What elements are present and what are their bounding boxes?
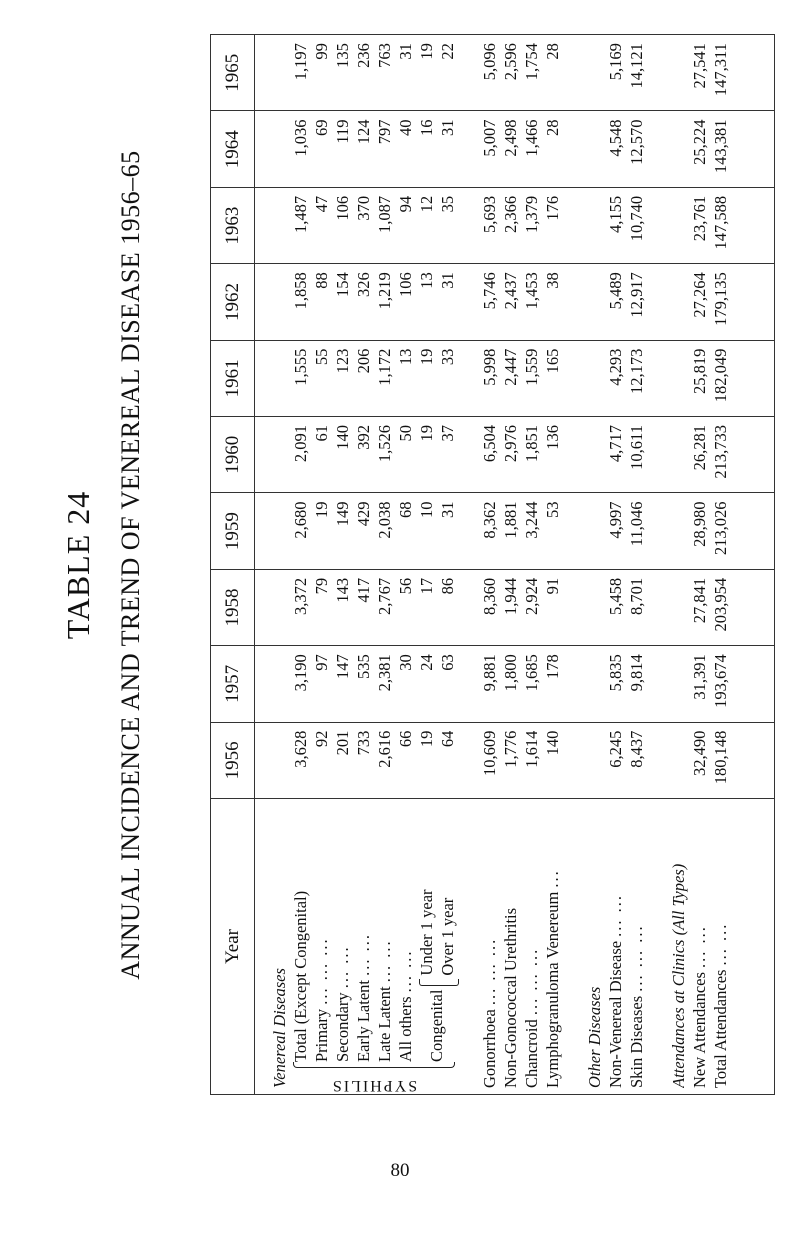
spacer: [269, 272, 290, 333]
spacer: [668, 43, 689, 104]
label-all-others: All others ... ...: [396, 949, 415, 1062]
rotated-table-page: [60, 35, 760, 1095]
spacer: [668, 501, 689, 562]
spacer: [668, 425, 689, 486]
spacer: [668, 119, 689, 180]
cell-chancroid: 1,379: [522, 195, 541, 233]
cell-cong-u1: 19: [417, 348, 436, 366]
spacer: [269, 196, 290, 257]
cell-gonorrhoea: 8,360: [480, 577, 499, 615]
cell-secondary: 106: [333, 195, 352, 221]
spacer: [668, 349, 689, 410]
cell-gonorrhoea: 10,609: [480, 730, 499, 776]
cell-gonorrhoea: 5,693: [480, 195, 499, 233]
spacer: [563, 196, 584, 257]
spacer: [458, 501, 479, 562]
cell-early-latent: 429: [354, 501, 373, 527]
cell-cong-u1: 24: [417, 654, 436, 671]
cell-chancroid: 1,614: [522, 730, 541, 768]
cell-total: 1,487: [291, 195, 310, 233]
cell-total: 1,858: [291, 272, 310, 310]
cell-total-att: 143,381: [711, 119, 730, 174]
cell-cong-o1: 22: [438, 43, 457, 60]
cell-nvd: 4,997: [606, 501, 625, 539]
spacer: [269, 501, 290, 562]
heading: [60, 35, 160, 1095]
spacer: [647, 654, 668, 715]
cell-gonorrhoea: 8,362: [480, 501, 499, 539]
spacer: [584, 731, 605, 792]
cell-primary: 55: [312, 348, 331, 366]
spacer: [584, 43, 605, 104]
label-total-attendances: Total Attendances ... ...: [711, 922, 730, 1088]
year-header: 1960: [211, 417, 255, 493]
spacer: [458, 196, 479, 257]
cell-primary: 97: [312, 654, 331, 671]
spacer: [563, 272, 584, 333]
cell-chancroid: 1,754: [522, 43, 541, 81]
cell-cong-u1: 19: [417, 730, 436, 748]
cell-lgv: 140: [543, 730, 562, 756]
year-header: 1964: [211, 111, 255, 187]
cell-skin: 12,917: [627, 272, 646, 318]
cell-chancroid: 1,851: [522, 425, 541, 463]
cell-cong-o1: 63: [438, 654, 457, 671]
cell-new-att: 27,541: [690, 43, 709, 89]
section-venereal: Venereal Diseases: [270, 968, 289, 1088]
cell-primary: 79: [312, 577, 331, 595]
spacer: [584, 425, 605, 486]
spacer: [458, 578, 479, 639]
cell-late-latent: 2,381: [375, 654, 394, 692]
year-column: [255, 646, 775, 722]
cell-lgv: 28: [543, 119, 562, 136]
cell-skin: 9,814: [627, 654, 646, 692]
venereal-disease-table: [210, 34, 775, 1095]
cell-total: 2,680: [291, 501, 310, 539]
cell-primary: 88: [312, 272, 331, 289]
cell-early-latent: 733: [354, 730, 373, 756]
cell-secondary: 149: [333, 501, 352, 527]
syphilis-label: SYPHILIS: [330, 1077, 418, 1094]
cell-secondary: 147: [333, 654, 352, 679]
spacer: [668, 272, 689, 333]
cell-gonorrhoea: 5,007: [480, 119, 499, 157]
cell-nvd: 5,489: [606, 272, 625, 310]
cell-cong-u1: 12: [417, 195, 436, 213]
cell-nvd: 4,293: [606, 348, 625, 386]
cell-new-att: 32,490: [690, 730, 709, 776]
cell-all-others: 30: [396, 654, 415, 671]
cell-all-others: 66: [396, 730, 415, 748]
cell-cong-u1: 10: [417, 501, 436, 518]
spacer: [563, 425, 584, 486]
cell-nvd: 4,155: [606, 195, 625, 233]
spacer: [668, 578, 689, 639]
spacer: [584, 119, 605, 180]
cell-ngu: 2,596: [501, 43, 520, 81]
cell-late-latent: 1,526: [375, 425, 394, 463]
cell-all-others: 106: [396, 272, 415, 298]
cell-new-att: 23,761: [690, 195, 709, 242]
congenital-brace: [419, 979, 459, 986]
cell-cong-o1: 33: [438, 348, 457, 366]
cell-all-others: 31: [396, 43, 415, 60]
year-column: [255, 35, 775, 111]
cell-early-latent: 206: [354, 348, 373, 374]
spacer: [647, 731, 668, 792]
cell-cong-o1: 31: [438, 501, 457, 518]
cell-chancroid: 1,466: [522, 119, 541, 157]
label-primary: Primary ... ... ...: [312, 937, 331, 1062]
cell-early-latent: 392: [354, 425, 373, 450]
year-column: [255, 264, 775, 340]
cell-cong-u1: 13: [417, 272, 436, 289]
cell-late-latent: 1,172: [375, 348, 394, 386]
cell-chancroid: 1,453: [522, 272, 541, 310]
cell-total-att: 180,148: [711, 730, 730, 785]
cell-ngu: 1,776: [501, 730, 520, 768]
syphilis-group: [290, 805, 458, 1094]
label-over-1-year: Over 1 year: [438, 897, 457, 976]
cell-new-att: 31,391: [690, 654, 709, 700]
cell-total-att: 182,049: [711, 348, 730, 403]
cell-new-att: 26,281: [690, 425, 709, 471]
year-header: 1956: [211, 722, 255, 798]
cell-early-latent: 236: [354, 43, 373, 68]
cell-primary: 92: [312, 730, 331, 748]
cell-cong-o1: 64: [438, 730, 457, 748]
cell-cong-u1: 16: [417, 119, 436, 136]
label-gonorrhoea: Gonorrhoea ... ... ...: [480, 937, 499, 1088]
spacer: [584, 578, 605, 639]
cell-chancroid: 1,685: [522, 654, 541, 692]
cell-secondary: 123: [333, 348, 352, 374]
brace-line: [293, 1062, 455, 1068]
year-header: 1965: [211, 35, 255, 111]
cell-total-att: 193,674: [711, 654, 730, 708]
cell-secondary: 143: [333, 577, 352, 603]
cell-cong-o1: 86: [438, 577, 457, 595]
header-label: Year: [211, 799, 255, 1095]
cell-ngu: 2,498: [501, 119, 520, 157]
cell-all-others: 94: [396, 195, 415, 213]
label-non-venereal: Non-Venereal Disease ... ...: [606, 893, 625, 1088]
cell-all-others: 50: [396, 425, 415, 442]
cell-gonorrhoea: 5,998: [480, 348, 499, 386]
cell-nvd: 5,169: [606, 43, 625, 81]
year-column: [255, 417, 775, 493]
cell-cong-o1: 31: [438, 119, 457, 136]
cell-secondary: 119: [333, 119, 352, 144]
spacer: [584, 349, 605, 410]
cell-cong-u1: 19: [417, 425, 436, 442]
cell-skin: 8,437: [627, 730, 646, 768]
cell-secondary: 201: [333, 730, 352, 756]
cell-gonorrhoea: 5,746: [480, 272, 499, 310]
spacer: [563, 349, 584, 410]
cell-skin: 10,611: [627, 425, 646, 470]
cell-lgv: 178: [543, 654, 562, 679]
label-chancroid: Chancroid ... ... ...: [522, 947, 541, 1088]
spacer: [563, 731, 584, 792]
spacer: [458, 731, 479, 792]
label-early-latent: Early Latent ... ...: [354, 932, 373, 1062]
cell-total-att: 213,733: [711, 425, 730, 479]
spacer: [584, 272, 605, 333]
label-congenital: Congenital Under 1 year Over 1 year: [417, 889, 457, 1062]
cell-late-latent: 2,038: [375, 501, 394, 539]
cell-lgv: 53: [543, 501, 562, 518]
cell-total-att: 213,026: [711, 501, 730, 556]
spacer: [563, 43, 584, 104]
spacer: [647, 578, 668, 639]
label-lgv: Lymphogranuloma Venereum ...: [543, 869, 562, 1088]
spacer: [647, 119, 668, 180]
year-column: [255, 493, 775, 569]
year-column: [255, 187, 775, 263]
cell-total: 3,190: [291, 654, 310, 692]
cell-ngu: 1,800: [501, 654, 520, 692]
cell-skin: 8,701: [627, 577, 646, 615]
label-under-1-year: Under 1 year: [417, 889, 436, 976]
cell-early-latent: 124: [354, 119, 373, 145]
body-row: [255, 35, 775, 1095]
cell-nvd: 6,245: [606, 730, 625, 768]
cell-early-latent: 370: [354, 195, 373, 221]
spacer: [269, 654, 290, 715]
spacer: [668, 654, 689, 715]
cell-total: 1,555: [291, 348, 310, 386]
spacer: [458, 43, 479, 104]
cell-total-att: 203,954: [711, 577, 730, 632]
cell-lgv: 136: [543, 425, 562, 450]
cell-lgv: 165: [543, 348, 562, 374]
spacer: [458, 119, 479, 180]
cell-cong-o1: 31: [438, 272, 457, 289]
syphilis-labels: [290, 805, 458, 1062]
label-new-attendances: New Attendances ... ...: [690, 925, 709, 1088]
label-late-latent: Late Latent ... ...: [375, 939, 394, 1062]
cell-gonorrhoea: 9,881: [480, 654, 499, 692]
cell-lgv: 38: [543, 272, 562, 289]
cell-total-att: 147,588: [711, 195, 730, 250]
cell-all-others: 56: [396, 577, 415, 595]
spacer: [458, 349, 479, 410]
cell-lgv: 176: [543, 195, 562, 221]
spacer: [269, 43, 290, 104]
cell-skin: 14,121: [627, 43, 646, 89]
section-attendances: Attendances at Clinics (All Types): [669, 863, 688, 1088]
spacer: [269, 578, 290, 639]
row-labels: [255, 799, 775, 1095]
cell-new-att: 25,819: [690, 348, 709, 395]
cell-skin: 12,173: [627, 348, 646, 395]
year-column: [255, 722, 775, 798]
year-column: [255, 569, 775, 645]
cell-gonorrhoea: 5,096: [480, 43, 499, 81]
spacer: [668, 731, 689, 792]
spacer: [563, 578, 584, 639]
cell-ngu: 2,437: [501, 272, 520, 310]
spacer: [647, 272, 668, 333]
section-other: Other Diseases: [585, 986, 604, 1088]
spacer: [668, 196, 689, 257]
cell-gonorrhoea: 6,504: [480, 425, 499, 463]
spacer: [269, 349, 290, 410]
year-header: 1962: [211, 264, 255, 340]
year-header: 1959: [211, 493, 255, 569]
cell-late-latent: 2,767: [375, 577, 394, 615]
cell-ngu: 1,881: [501, 501, 520, 539]
cell-primary: 69: [312, 119, 331, 136]
table-number: TABLE 24: [60, 490, 96, 640]
cell-primary: 61: [312, 425, 331, 442]
year-header: 1961: [211, 340, 255, 416]
cell-all-others: 40: [396, 119, 415, 136]
cell-secondary: 154: [333, 272, 352, 298]
cell-ngu: 2,447: [501, 348, 520, 386]
cell-late-latent: 763: [375, 43, 394, 68]
spacer: [584, 501, 605, 562]
table-title: ANNUAL INCIDENCE AND TREND OF VENEREAL DISEASE 1956–65: [116, 150, 145, 980]
label-secondary: Secondary ... ...: [333, 945, 352, 1062]
cell-late-latent: 1,219: [375, 272, 394, 310]
cell-cong-u1: 19: [417, 43, 436, 60]
cell-lgv: 91: [543, 577, 562, 595]
spacer: [647, 501, 668, 562]
spacer: [647, 349, 668, 410]
cell-skin: 12,570: [627, 119, 646, 165]
cell-cong-u1: 17: [417, 577, 436, 595]
cell-skin: 11,046: [627, 501, 646, 547]
cell-primary: 99: [312, 43, 331, 60]
spacer: [458, 272, 479, 333]
cell-skin: 10,740: [627, 195, 646, 242]
cell-chancroid: 3,244: [522, 501, 541, 539]
cell-total: 1,197: [291, 43, 310, 81]
spacer: [647, 425, 668, 486]
cell-late-latent: 797: [375, 119, 394, 145]
cell-chancroid: 2,924: [522, 577, 541, 615]
spacer: [458, 654, 479, 715]
cell-cong-o1: 37: [438, 425, 457, 442]
cell-cong-o1: 35: [438, 195, 457, 213]
cell-chancroid: 1,559: [522, 348, 541, 386]
cell-total-att: 147,311: [711, 43, 730, 97]
cell-early-latent: 535: [354, 654, 373, 679]
cell-total: 3,628: [291, 730, 310, 768]
spacer: [584, 654, 605, 715]
label-skin: Skin Diseases ... ... ...: [627, 924, 646, 1088]
cell-all-others: 13: [396, 348, 415, 366]
cell-primary: 19: [312, 501, 331, 518]
spacer: [563, 654, 584, 715]
syphilis-brace: [290, 1062, 458, 1094]
year-header: 1963: [211, 187, 255, 263]
cell-total: 2,091: [291, 425, 310, 463]
year-header: 1958: [211, 569, 255, 645]
year-header: 1957: [211, 646, 255, 722]
cell-new-att: 25,224: [690, 119, 709, 165]
cell-all-others: 68: [396, 501, 415, 518]
year-column: [255, 340, 775, 416]
year-column: [255, 111, 775, 187]
cell-late-latent: 2,616: [375, 730, 394, 768]
cell-total: 1,036: [291, 119, 310, 157]
cell-ngu: 1,944: [501, 577, 520, 615]
spacer: [269, 425, 290, 486]
spacer: [647, 43, 668, 104]
cell-ngu: 2,976: [501, 425, 520, 463]
cell-total-att: 179,135: [711, 272, 730, 326]
cell-secondary: 140: [333, 425, 352, 450]
spacer: [647, 196, 668, 257]
header-row: [211, 35, 255, 1095]
spacer: [584, 196, 605, 257]
cell-early-latent: 326: [354, 272, 373, 298]
syphilis-vertical-label: [331, 1066, 417, 1094]
cell-total: 3,372: [291, 577, 310, 615]
spacer: [563, 501, 584, 562]
cell-new-att: 28,980: [690, 501, 709, 547]
label-ngu: Non-Gonococcal Urethritis: [501, 907, 520, 1088]
cell-ngu: 2,366: [501, 195, 520, 233]
cell-new-att: 27,841: [690, 577, 709, 624]
cell-secondary: 135: [333, 43, 352, 68]
cell-nvd: 4,548: [606, 119, 625, 157]
cell-nvd: 5,458: [606, 577, 625, 615]
cell-late-latent: 1,087: [375, 195, 394, 233]
label-total-syphilis: Total (Except Congenital): [291, 890, 310, 1062]
cell-primary: 47: [312, 195, 331, 213]
cell-nvd: 5,835: [606, 654, 625, 692]
cell-nvd: 4,717: [606, 425, 625, 463]
spacer: [458, 425, 479, 486]
cell-new-att: 27,264: [690, 272, 709, 318]
cell-lgv: 28: [543, 43, 562, 60]
spacer: [563, 119, 584, 180]
page-number: 80: [390, 1160, 410, 1181]
spacer: [269, 119, 290, 180]
spacer: [269, 731, 290, 792]
cell-early-latent: 417: [354, 577, 373, 603]
